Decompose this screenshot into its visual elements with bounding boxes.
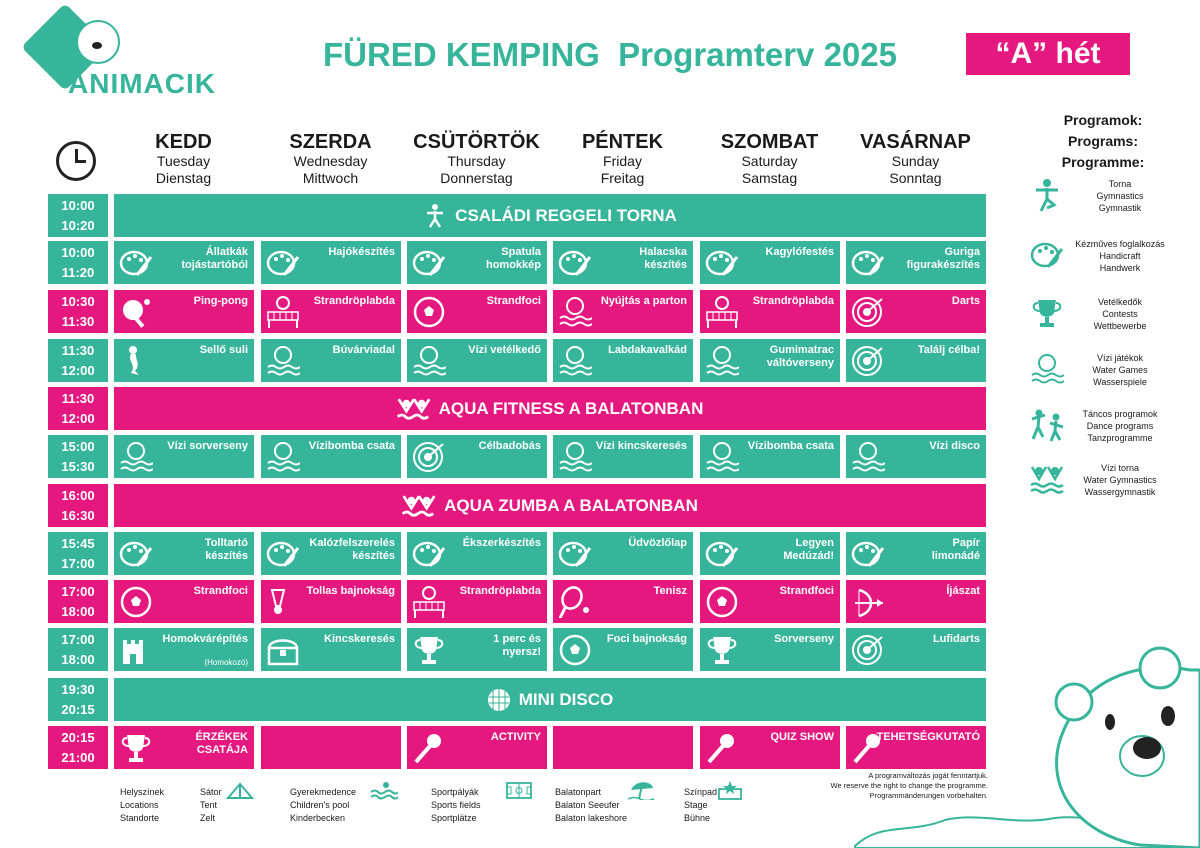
program-label: Strandröplabda	[459, 585, 541, 597]
legend-item	[1030, 462, 1190, 502]
trophy-icon	[412, 634, 446, 666]
program-label: Kincskeresés	[324, 633, 395, 645]
program-cell	[553, 726, 693, 769]
program-cell	[407, 339, 547, 382]
program-cell	[846, 580, 986, 623]
legend-line-de: Tanzprogramme	[1087, 433, 1153, 443]
program-cell	[846, 339, 986, 382]
volleyball-net-icon	[266, 296, 300, 328]
clock-icon	[56, 141, 96, 181]
ball-waves-icon	[266, 441, 300, 473]
program-label: Papír limonádé	[931, 537, 980, 562]
program-cell	[846, 532, 986, 575]
time-end: 15:30	[61, 458, 95, 474]
time-end: 11:30	[61, 313, 95, 329]
program-label: Darts	[951, 295, 980, 307]
legend-line-en: Water Games	[1092, 365, 1148, 375]
football-icon	[119, 586, 153, 618]
football-icon	[412, 296, 446, 328]
palette-icon	[1030, 238, 1064, 272]
ball-waves-icon	[412, 345, 446, 377]
change-note	[812, 771, 988, 801]
program-label: Vízi vetélkedő	[468, 344, 541, 356]
day-name-en: Tuesday	[156, 153, 211, 169]
tent-icon	[226, 780, 254, 800]
program-cell	[114, 435, 254, 478]
pool-icon	[370, 780, 398, 800]
program-cell	[261, 628, 401, 671]
day-name: PÉNTEK	[581, 131, 664, 153]
time-slot	[48, 339, 108, 382]
program-title: AQUA ZUMBA A BALATONBAN	[444, 495, 698, 515]
time-start: 10:00	[61, 244, 95, 260]
program-cell	[407, 532, 547, 575]
program-cell	[261, 726, 401, 769]
time-end: 18:00	[61, 651, 95, 667]
location-item	[431, 786, 551, 826]
day-header-1	[258, 131, 403, 187]
location-line-en: Stage	[684, 800, 708, 810]
legend-item	[1030, 296, 1190, 336]
mermaid-icon	[119, 345, 153, 377]
program-label: Búvárviadal	[332, 344, 395, 356]
location-line-de: Kinderbecken	[290, 813, 346, 823]
legend-line-hu: Vetélkedők	[1097, 297, 1143, 307]
program-label: Strandfoci	[193, 585, 248, 597]
time-end: 12:00	[61, 410, 95, 426]
note-en: We reserve the right to change the programme.	[830, 781, 988, 790]
program-title: MINI DISCO	[518, 689, 614, 709]
time-slot	[48, 678, 108, 721]
legend-line-en: Dance programs	[1086, 421, 1154, 431]
legend-line-hu: Táncos programok	[1082, 409, 1158, 419]
program-cell	[407, 435, 547, 478]
legend-text	[1070, 352, 1170, 388]
time-slot	[48, 580, 108, 623]
day-name-en: Wednesday	[293, 153, 368, 169]
microphone-icon	[705, 732, 739, 764]
shuttlecock-icon	[266, 586, 300, 618]
program-label: Vízibomba csata	[747, 440, 834, 452]
time-start: 11:30	[61, 390, 95, 406]
program-label: Sellő suli	[199, 344, 248, 356]
legend-text	[1070, 408, 1170, 444]
location-line-de: Bühne	[684, 813, 711, 823]
day-name: CSÜTÖRTÖK	[413, 131, 540, 153]
legend-line-hu: Kézműves foglalkozás	[1075, 239, 1165, 249]
time-slot	[48, 628, 108, 671]
location-line-de: Zelt	[200, 813, 216, 823]
day-name-en: Saturday	[741, 153, 798, 169]
bear-mascot-large-icon	[1040, 640, 1200, 848]
time-start: 15:00	[61, 438, 95, 454]
ball-waves-icon	[851, 441, 885, 473]
trophy-icon	[119, 732, 153, 764]
program-cell	[846, 435, 986, 478]
legend-title-en: Programs:	[1067, 133, 1139, 149]
program-label: Kagylófestés	[765, 246, 834, 258]
location-line-de: Balaton lakeshore	[555, 813, 628, 823]
swimmers-span-icon	[402, 494, 436, 518]
program-label: Gumimatrac váltóverseny	[766, 344, 834, 369]
time-end: 21:00	[61, 749, 95, 765]
target-icon	[851, 634, 885, 666]
program-label: QUIZ SHOW	[770, 731, 834, 743]
location-line-hu: Színpad	[684, 787, 718, 797]
legend-item	[1030, 178, 1190, 218]
program-cell	[407, 628, 547, 671]
time-start: 15:45	[61, 535, 95, 551]
program-cell	[261, 290, 401, 333]
location-item	[555, 786, 675, 826]
program-cell	[407, 580, 547, 623]
day-name-de: Dienstag	[155, 170, 212, 186]
program-cell	[114, 241, 254, 284]
all-week-program	[114, 387, 986, 430]
locations-title-de: Standorte	[120, 813, 160, 823]
program-cell	[553, 435, 693, 478]
palette-icon	[412, 538, 446, 570]
program-label: Tolltartó készítés	[204, 537, 248, 562]
program-cell	[553, 290, 693, 333]
note-de: Programmänderungen vorbehalten.	[869, 791, 988, 800]
day-name: SZERDA	[289, 131, 372, 153]
program-label: Íjászat	[946, 585, 980, 597]
ball-waves-icon	[1030, 352, 1064, 386]
time-slot	[48, 290, 108, 333]
beach-umbrella-icon	[627, 780, 655, 800]
palette-icon	[851, 247, 885, 279]
program-label: Vízi sorverseny	[167, 440, 248, 452]
disco-ball-icon	[487, 688, 511, 712]
program-cell	[700, 532, 840, 575]
ball-waves-icon	[558, 441, 592, 473]
program-label: Üdvözlőlap	[628, 537, 687, 549]
legend-line-de: Gymnastik	[1098, 203, 1142, 213]
program-cell	[553, 532, 693, 575]
location-line-en: Balaton Seeufer	[555, 800, 620, 810]
location-line-hu: Gyerekmedence	[290, 787, 357, 797]
program-label: Strandröplabda	[752, 295, 834, 307]
time-end: 12:00	[61, 362, 95, 378]
program-cell	[407, 726, 547, 769]
program-cell	[261, 241, 401, 284]
day-name-de: Mittwoch	[302, 170, 359, 186]
program-title: CSALÁDI REGGELI TORNA	[455, 205, 677, 225]
legend-line-de: Wasserspiele	[1093, 377, 1147, 387]
program-cell	[261, 339, 401, 382]
program-label: TEHETSÉGKUTATÓ	[876, 731, 980, 743]
palette-icon	[119, 247, 153, 279]
legend-line-hu: Vízi torna	[1100, 463, 1140, 473]
legend-line-en: Handicraft	[1099, 251, 1141, 261]
bow-icon	[851, 586, 885, 618]
program-label: Ping-pong	[193, 295, 248, 307]
time-end: 18:00	[61, 603, 95, 619]
day-name: SZOMBAT	[720, 131, 819, 153]
sports-field-icon	[505, 780, 533, 800]
microphone-icon	[412, 732, 446, 764]
day-name-de: Samstag	[741, 170, 798, 186]
time-start: 10:30	[61, 293, 95, 309]
program-cell	[407, 241, 547, 284]
legend-title	[1040, 110, 1166, 173]
time-start: 17:00	[61, 631, 95, 647]
program-cell	[846, 726, 986, 769]
program-cell	[553, 580, 693, 623]
program-label: ACTIVITY	[490, 731, 541, 743]
palette-icon	[558, 538, 592, 570]
football-icon	[558, 634, 592, 666]
palette-icon	[705, 247, 739, 279]
legend-text	[1070, 238, 1170, 274]
palette-icon	[412, 247, 446, 279]
program-cell	[261, 435, 401, 478]
stage-icon	[716, 780, 744, 800]
program-cell	[846, 241, 986, 284]
location-line-hu: Sátor	[200, 787, 222, 797]
time-end: 11:20	[61, 264, 95, 280]
time-start: 11:30	[61, 342, 95, 358]
bear-mascot-icon	[76, 20, 120, 64]
day-header-0	[111, 131, 256, 187]
day-name-en: Friday	[603, 153, 642, 169]
legend-line-de: Wassergymnastik	[1084, 487, 1156, 497]
ball-waves-icon	[558, 296, 592, 328]
brand-name: ANIMACIK	[68, 68, 216, 99]
volleyball-net-icon	[412, 586, 446, 618]
location-line-hu: Sportpályák	[431, 787, 479, 797]
ball-waves-icon	[119, 441, 153, 473]
locations-title-en: Locations	[120, 800, 159, 810]
legend-line-en: Gymnastics	[1096, 191, 1144, 201]
location-item	[290, 786, 410, 826]
ball-waves-icon	[558, 345, 592, 377]
program-label: Kalózfelszerelés készítés	[309, 537, 395, 562]
palette-icon	[266, 538, 300, 570]
time-end: 10:20	[61, 217, 95, 233]
football-icon	[705, 586, 739, 618]
program-cell	[846, 290, 986, 333]
palette-icon	[705, 538, 739, 570]
day-name-de: Donnerstag	[440, 170, 513, 186]
ping-pong-icon	[119, 296, 153, 328]
program-cell	[700, 241, 840, 284]
program-cell	[700, 435, 840, 478]
program-label: Célbadobás	[478, 440, 541, 452]
program-label: Tollas bajnokság	[306, 585, 395, 597]
program-cell	[553, 339, 693, 382]
program-label: Labdakavalkád	[608, 344, 687, 356]
program-label: Strandfoci	[779, 585, 834, 597]
palette-icon	[558, 247, 592, 279]
legend-line-de: Handwerk	[1099, 263, 1141, 273]
time-start: 10:00	[61, 197, 95, 213]
gym-person-icon	[423, 204, 447, 228]
time-end: 17:00	[61, 555, 95, 571]
target-icon	[412, 441, 446, 473]
program-cell	[700, 290, 840, 333]
target-icon	[851, 345, 885, 377]
location-line-hu: Balatonpart	[555, 787, 602, 797]
time-slot	[48, 532, 108, 575]
program-label: Vízibomba csata	[308, 440, 395, 452]
page-title: FÜRED KEMPING Programterv 2025	[322, 36, 897, 73]
legend-item	[1030, 352, 1190, 392]
legend-line-hu: Torna	[1108, 179, 1132, 189]
program-label: Legyen Medúzád!	[783, 537, 834, 562]
day-name: KEDD	[155, 131, 212, 153]
program-title: AQUA FITNESS A BALATONBAN	[438, 398, 704, 418]
day-header-5	[843, 131, 988, 187]
location-item	[684, 786, 804, 826]
program-label: Nyújtás a parton	[600, 295, 687, 307]
time-start: 20:15	[61, 729, 95, 745]
program-cell	[114, 532, 254, 575]
program-label: Spatula homokkép	[485, 246, 541, 271]
time-start: 17:00	[61, 583, 95, 599]
time-slot	[48, 726, 108, 769]
time-slot	[48, 435, 108, 478]
all-week-program	[114, 484, 986, 527]
time-start: 16:00	[61, 487, 95, 503]
program-cell	[114, 580, 254, 623]
target-icon	[851, 296, 885, 328]
legend-text	[1070, 462, 1170, 498]
animacik-logo	[28, 8, 228, 103]
legend-line-hu: Vízi játékok	[1096, 353, 1144, 363]
program-label: Ékszerkészítés	[462, 537, 541, 549]
program-label: Vízi kincskeresés	[595, 440, 687, 452]
legend-line-en: Water Gymnastics	[1083, 475, 1157, 485]
swimmers-span-icon	[397, 397, 431, 421]
all-week-program	[114, 678, 986, 721]
program-cell	[700, 339, 840, 382]
time-slot	[48, 387, 108, 430]
location-line-en: Sports fields	[431, 800, 481, 810]
swimmers-icon	[1030, 462, 1064, 496]
program-cell	[407, 290, 547, 333]
volleyball-net-icon	[705, 296, 739, 328]
palette-icon	[851, 538, 885, 570]
program-label: Halacska készítés	[639, 246, 687, 271]
program-cell	[700, 580, 840, 623]
trophy-icon	[705, 634, 739, 666]
legend-text	[1070, 178, 1170, 214]
program-label: Foci bajnokság	[606, 633, 687, 645]
time-slot	[48, 484, 108, 527]
program-label: Állatkák tojástartóból	[181, 246, 248, 271]
time-end: 16:30	[61, 507, 95, 523]
program-cell	[114, 339, 254, 382]
trophy-icon	[1030, 296, 1064, 330]
tennis-icon	[558, 586, 592, 618]
legend-title-hu: Programok:	[1063, 112, 1143, 128]
day-name-de: Freitag	[600, 170, 645, 186]
note-hu: A programváltozás jogát fenntartjuk.	[868, 771, 988, 780]
day-name-en: Sunday	[891, 153, 940, 169]
program-label: Strandröplabda	[313, 295, 395, 307]
program-cell	[114, 290, 254, 333]
legend-text	[1070, 296, 1170, 332]
day-header-4	[697, 131, 842, 187]
legend-item	[1030, 238, 1190, 278]
program-label: Találj célba!	[917, 344, 980, 356]
program-label: Vízi disco	[929, 440, 980, 452]
ball-waves-icon	[705, 345, 739, 377]
all-week-program	[114, 194, 986, 237]
program-label: Lufidarts	[932, 633, 980, 645]
time-end: 20:15	[61, 701, 95, 717]
legend-title-de: Programme:	[1061, 154, 1145, 170]
program-label: ÉRZÉKEK CSATÁJA	[195, 731, 248, 756]
location-line-en: Tent	[200, 800, 218, 810]
program-cell	[114, 726, 254, 769]
ball-waves-icon	[266, 345, 300, 377]
ball-waves-icon	[705, 441, 739, 473]
day-name: VASÁRNAP	[860, 131, 971, 153]
program-cell	[553, 241, 693, 284]
program-cell	[261, 580, 401, 623]
time-slot	[48, 241, 108, 284]
time-slot	[48, 194, 108, 237]
program-label: Guriga figurakészítés	[906, 246, 980, 271]
treasure-chest-icon	[266, 634, 300, 666]
day-name-en: Thursday	[447, 153, 506, 169]
sandcastle-icon	[119, 634, 153, 666]
program-label: Hajókészítés	[328, 246, 395, 258]
program-cell	[700, 726, 840, 769]
legend-item	[1030, 408, 1190, 448]
day-header-3	[550, 131, 695, 187]
program-sublabel: (Homokozó)	[204, 658, 248, 667]
location-line-de: Sportplätze	[431, 813, 477, 823]
program-label: Strandfoci	[486, 295, 541, 307]
program-cell	[846, 628, 986, 671]
day-header-2	[404, 131, 549, 187]
program-cell	[700, 628, 840, 671]
program-cell	[553, 628, 693, 671]
day-name-de: Sonntag	[889, 170, 942, 186]
locations-title	[120, 786, 164, 825]
legend-line-de: Wettbewerbe	[1093, 321, 1147, 331]
program-label: Homokvárépítés	[162, 633, 248, 645]
dance-icon	[1030, 408, 1064, 442]
program-cell	[114, 628, 254, 671]
yoga-icon	[1030, 178, 1064, 212]
location-line-en: Children's pool	[290, 800, 350, 810]
program-label: 1 perc és nyersz!	[493, 633, 541, 658]
palette-icon	[119, 538, 153, 570]
program-label: Tenisz	[653, 585, 687, 597]
program-label: Sorverseny	[774, 633, 834, 645]
week-badge: “A” hét	[966, 33, 1130, 75]
legend-line-en: Contests	[1102, 309, 1138, 319]
palette-icon	[266, 247, 300, 279]
time-start: 19:30	[61, 681, 95, 697]
locations-title-hu: Helyszínek	[120, 787, 165, 797]
program-cell	[261, 532, 401, 575]
